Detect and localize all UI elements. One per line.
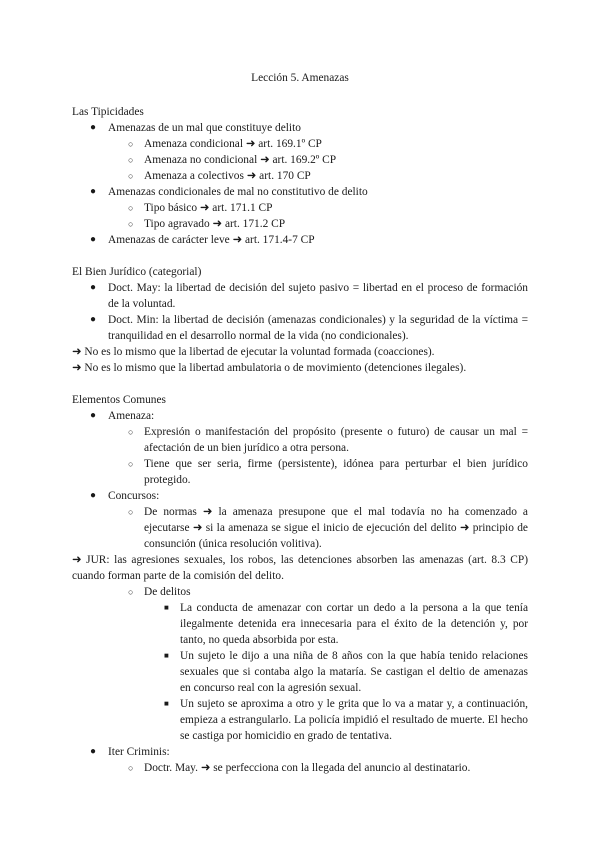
bullet-icon: ● (90, 234, 97, 245)
circle-bullet-icon: ○ (128, 203, 134, 213)
list-item: ○ Amenaza condicional ➜ art. 169.1º CP (128, 138, 322, 150)
square-bullet-icon: ■ (164, 603, 169, 612)
list-item: ○ Doctr. May. ➜ se perfecciona con la llegada del anuncio al destinatario. (128, 762, 471, 774)
circle-bullet-icon: ○ (128, 587, 134, 597)
square-bullet-icon: ■ (164, 651, 169, 660)
bullet-icon: ● (90, 186, 97, 197)
bullet-icon: ● (90, 122, 97, 133)
note-line: ➜ No es lo mismo que la libertad de ejecutar la voluntad formada (coacciones). (72, 346, 435, 358)
circle-bullet-icon: ○ (128, 427, 134, 437)
circle-bullet-icon: ○ (128, 219, 134, 229)
note-line: ➜ No es lo mismo que la libertad ambulatoria o de movimiento (detenciones ilegales). (72, 362, 467, 374)
list-item: ○ Tiene que ser seria, firme (persistente), idónea para perturbar el bien jurídico protegido. (128, 458, 528, 486)
list-item: ○ Amenaza no condicional ➜ art. 169.2º CP (128, 154, 337, 166)
list-item: ● Amenazas de un mal que constituye delito (90, 122, 301, 134)
circle-bullet-icon: ○ (128, 171, 134, 181)
square-bullet-icon: ■ (164, 699, 169, 708)
circle-bullet-icon: ○ (128, 763, 134, 773)
bullet-icon: ● (90, 314, 97, 325)
list-item: ○ Amenaza a colectivos ➜ art. 170 CP (128, 170, 311, 182)
section-heading: Las Tipicidades (72, 106, 144, 118)
circle-bullet-icon: ○ (128, 459, 134, 469)
list-item: ● Doct. May: la libertad de decisión del sujeto pasivo = libertad en el proceso de formación de la voluntad. (90, 282, 528, 310)
list-item: ○ Tipo agravado ➜ art. 171.2 CP (128, 218, 286, 230)
list-item: ● Amenazas de carácter leve ➜ art. 171.4-7 CP (90, 234, 315, 246)
page-title: Lección 5. Amenazas (251, 72, 349, 84)
section-heading: El Bien Jurídico (categorial) (72, 266, 202, 278)
list-item: ● Amenaza: (90, 410, 155, 422)
section-tipicidades (72, 104, 528, 248)
list-item: ○ De delitos (128, 586, 191, 598)
section-bien-juridico (72, 264, 528, 376)
list-item: ● Amenazas condicionales de mal no constitutivo de delito (90, 186, 368, 198)
note-line: ➜ JUR: las agresiones sexuales, los robos, las detenciones absorben las amenazas (art. 8.3 CP) cuando forman parte de la comisión del delito. (72, 554, 528, 582)
list-item: ● Doct. Min: la libertad de decisión (amenazas condicionales) y la seguridad de la víctima = tranquilidad en el desarrollo normal de la vida (no condicionales). (90, 314, 528, 342)
circle-bullet-icon: ○ (128, 155, 134, 165)
list-item: ● Iter Criminis: (90, 746, 170, 758)
circle-bullet-icon: ○ (128, 139, 134, 149)
circle-bullet-icon: ○ (128, 507, 134, 517)
section-heading: Elementos Comunes (72, 394, 166, 406)
bullet-icon: ● (90, 490, 97, 501)
list-item: ■ La conducta de amenazar con cortar un dedo a la persona a la que tenía ilegalmente detenida era innecesaria para el éxito de la detención y, por tanto, no queda absorbida por esta. (164, 602, 528, 646)
list-item: ○ Expresión o manifestación del propósito (presente o futuro) de causar un mal = afectación de un bien jurídico a otra persona. (128, 426, 528, 454)
bullet-icon: ● (90, 282, 97, 293)
list-item: ■ Un sujeto se aproxima a otro y le grita que lo va a matar y, a continuación, empieza a estrangularlo. La policía impidió el resultado de muerte. El hecho se castiga por homicidio en grado de tentativa. (164, 698, 528, 742)
list-item: ● Concursos: (90, 490, 160, 502)
list-item: ○ De normas ➜ la amenaza presupone que el mal todavía no ha comenzado a ejecutarse ➜ si la amenaza se sigue el inicio de ejecución del delito ➜ principio de consunción (única resolución volitiva). (128, 506, 528, 550)
bullet-icon: ● (90, 410, 97, 421)
list-item: ○ Tipo básico ➜ art. 171.1 CP (128, 202, 273, 214)
bullet-icon: ● (90, 746, 97, 757)
list-item: ■ Un sujeto le dijo a una niña de 8 años con la que había tenido relaciones sexuales que si contaba algo la mataría. Se castigan el deltio de amenazas en concurso real con la agresión sexual. (164, 650, 528, 694)
section-elementos-comunes (72, 392, 528, 776)
